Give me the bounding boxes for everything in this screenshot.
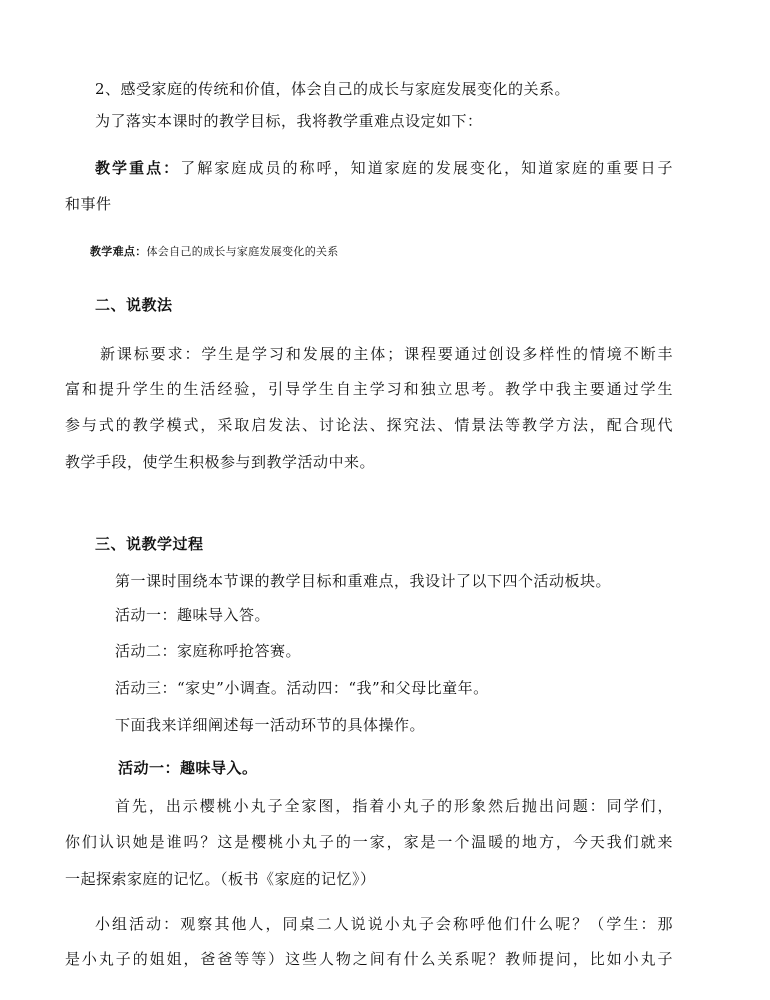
activity-1-line-3: 一起探索家庭的记忆。（板书《家庭的记忆》） xyxy=(65,870,376,888)
section-3-heading: 三、说教学过程 xyxy=(95,535,204,553)
section-2-line-3: 参与式的教学模式，采取启发法、讨论法、探究法、情景法等教学方法，配合现代 xyxy=(65,416,673,434)
difficult-point-text: 体会自己的成长与家庭发展变化的关系 xyxy=(146,245,339,258)
section-2-heading: 二、说教法 xyxy=(95,296,173,314)
activity-1-line-2: 你们认识她是谁吗？这是樱桃小丸子的一家，家是一个温暖的地方，今天我们就来 xyxy=(65,833,673,851)
key-point-line-2: 和事件 xyxy=(65,195,112,213)
activity-1-line-1: 首先，出示樱桃小丸子全家图，指着小丸子的形象然后抛出问题：同学们， xyxy=(115,797,673,815)
group-activity-line-2: 是小丸子的姐姐，爸爸等等）这些人物之间有什么关系呢？教师提问，比如小丸子 xyxy=(65,950,673,968)
section-2-line-4: 教学手段，使学生积极参与到教学活动中来。 xyxy=(65,453,376,471)
key-point-label: 教学重点： xyxy=(95,159,181,177)
activity-item-2: 活动二：家庭称呼抢答赛。 xyxy=(115,642,302,660)
difficult-point xyxy=(90,241,339,263)
activity-item-1: 活动一：趣味导入答。 xyxy=(115,606,271,624)
activity-1-heading: 活动一：趣味导入。 xyxy=(118,759,258,777)
section-2-line-1: 新课标要求：学生是学习和发展的主体；课程要通过创设多样性的情境不断丰 xyxy=(100,345,673,363)
detail-intro: 下面我来详细阐述每一活动环节的具体操作。 xyxy=(115,716,426,734)
key-point-line-1 xyxy=(95,157,673,179)
section-2-line-2: 富和提升学生的生活经验，引导学生自主学习和独立思考。教学中我主要通过学生 xyxy=(65,380,673,398)
key-point-text-1: 了解家庭成员的称呼，知道家庭的发展变化，知道家庭的重要日子 xyxy=(180,159,673,177)
intro-line: 为了落实本课时的教学目标，我将教学重难点设定如下： xyxy=(95,112,483,130)
activity-item-3: 活动三：“家史”小调查。活动四：“我”和父母比童年。 xyxy=(115,679,489,697)
goal-item-2: 2、感受家庭的传统和价值，体会自己的成长与家庭发展变化的关系。 xyxy=(95,80,571,98)
group-activity-line-1: 小组活动：观察其他人，同桌二人说说小丸子会称呼他们什么呢？（学生：那 xyxy=(95,915,673,933)
difficult-point-label: 教学难点： xyxy=(90,245,147,258)
section-3-intro: 第一课时围绕本节课的教学目标和重难点，我设计了以下四个活动板块。 xyxy=(115,572,612,590)
